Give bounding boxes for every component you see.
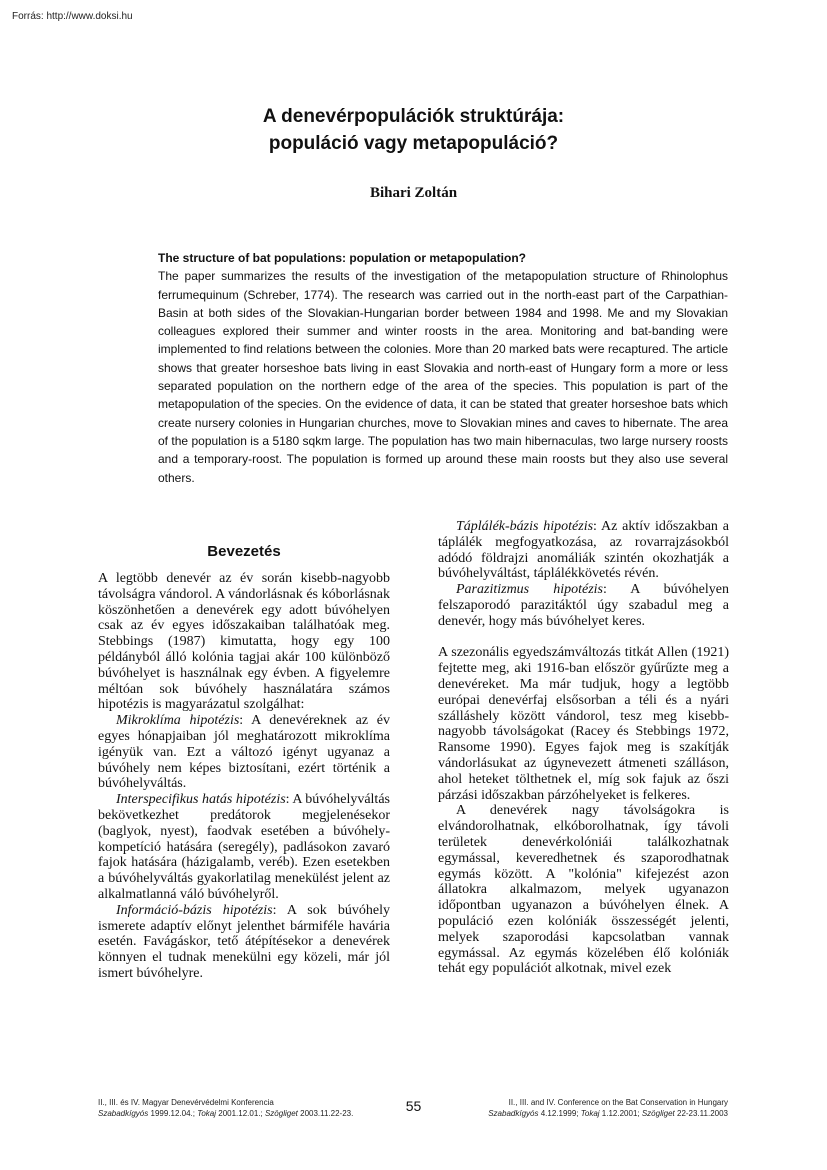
hypothesis-label: Mikroklíma hipotézis <box>116 713 240 729</box>
seasonal-paragraph: A szezonális egyedszámváltozás titkát Allen (1921) fejtette meg, aki 1916-ban először gyűrűzte meg a denevéreket. Ma már tudjuk, hogy a legtöbb európai denevérfaj elsősorban a téli és a nyári szálláshely között vándorol, tesz meg kisebb-nagyobb távolságokat (Racey és Stebbings 1972, Ransome 1990). Egyes fajok meg is szakítják vándorlásukat az úgynevezett átmeneti szálláson, ahol heteket tölthetnek el, míg sok fajuk az őszi párzási időszakban párzóhelyeket is felkeres. <box>438 645 729 803</box>
author: Bihari Zoltán <box>369 185 458 201</box>
page-number: 55 <box>405 1098 422 1114</box>
hypothesis-label: Táplálék-bázis hipotézis <box>456 519 594 534</box>
place: Tokaj <box>580 1109 600 1118</box>
date: 4.12.1999; <box>538 1109 581 1118</box>
hypothesis-label: Információ-bázis hipotézis <box>116 902 273 918</box>
footer-right-line1: II., III. and IV. Conference on the Bat Conservation in Hungary <box>508 1098 728 1107</box>
paper-title <box>0 103 827 157</box>
place: Szabadkígyós <box>98 1109 149 1118</box>
title-line-1: A denevérpopulációk struktúrája: <box>262 106 565 127</box>
date: 22-23.11.2003 <box>674 1109 728 1118</box>
right-column <box>438 519 729 977</box>
hypothesis-text: : A búvóhelyen felszaporodó parazitáktól úgy szabadul meg a denevér, hogy más búvóhelyet keres. <box>438 582 729 629</box>
intro-paragraph: A legtöbb denevér az év során kisebb-nagyobb távolságra vándorol. A vándorlásnak és kóborlásnak köszönhetően a denevérek egy adott búvóhelyen csak az év egyes időszakaiban találhatóak meg. Stebbings (1987) kimutatta, hogy egy 100 példányból álló kolónia tagjai akár 100 különböző búvóhelyet is használnak egy évben. A figyelemre méltóan sok búvóhely használatára számos hipotézis is magyarázatul szolgálhat: <box>98 571 390 713</box>
hypothesis-information <box>98 903 390 982</box>
hypothesis-text: : A sok búvóhely ismerete adaptív előnyt jelenthet bármiféle havária esetén. Favágáskor, tető átépítésekor a denevérek könnyen el tudnak menekülni egy közeli, már jól ismert búvóhelyre. <box>98 902 390 981</box>
abstract <box>158 249 728 487</box>
hypothesis-label: Interspecifikus hatás hipotézis <box>116 792 286 808</box>
footer-left-line1: II., III. és IV. Magyar Denevérvédelmi Konferencia <box>98 1098 274 1107</box>
date: 1999.12.04.; <box>148 1109 198 1118</box>
date: 1.12.2001; <box>599 1109 642 1118</box>
section-heading: Bevezetés <box>207 543 281 560</box>
migration-paragraph: A denevérek nagy távolságokra is elvándorolhatnak, elkóborolhatnak, így távoli területek denevérkolóniái találkozhatnak egymással, keveredhetnek és szaporodhatnak egymás között. A "kolónia" kifejezést azon állatokra alkalmazom, melyek ugyanazon időpontban ugyanazon a búvóhelyen élnek. A populáció ezen kolóniák összességét jelenti, melyek szaporodási kapcsolatban vannak egymással. Az egymás közelében élő kolóniák tehát egy populációt alkotnak, mivel ezek <box>438 803 729 977</box>
place: Tokaj <box>197 1109 217 1118</box>
hypothesis-parasitism <box>438 582 729 629</box>
footer-right-line2 <box>488 1108 728 1119</box>
hypothesis-text: : A denevéreknek az év egyes hónapjaiban jól meghatározott mikroklíma igényük van. Ezt a változó igényt ugyanaz a búvóhely nem képes biztosítani, ezért történik a búvóhelyváltás. <box>98 713 390 792</box>
place: Szögliget <box>264 1109 298 1118</box>
abstract-title: The structure of bat populations: population or metapopulation? <box>158 251 526 265</box>
left-column <box>98 571 390 982</box>
footer-right <box>488 1097 728 1119</box>
abstract-text: The paper summarizes the results of the investigation of the metapopulation structure of Rhinolophus ferrumequinum (Schreber, 1774). The research was carried out in the north-east part of the Carpathian-Basin at both sides of the Slovakian-Hungarian border between 1984 and 1998. Me and my Slovakian colleagues explored their summer and winter roosts in the area. Monitoring and bat-banding were implemented to find relations between the colonies. More than 20 marked bats were recaptured. The article shows that greater horseshoe bats living in east Slovakia and north-east of Hungary form a more or less separated population on the northern edge of the area of the species. This population is part of the metapopulation of the species. On the evidence of data, it can be stated that greater horseshoe bats which create nursery colonies in Hungarian churches, move to Slovakian mines and caves to hibernate. The area of the population is a 5180 sqkm large. The population has two main hibernaculas, two large nursery roosts and a temporary-roost. The population is formed up around these main roosts but they also use several others. <box>158 269 728 485</box>
hypothesis-label: Parazitizmus hipotézis <box>456 582 604 598</box>
hypothesis-interspecific <box>98 792 390 903</box>
place: Szabadkígyós <box>488 1109 539 1118</box>
hypothesis-food <box>438 519 729 582</box>
hypothesis-text: : Az aktív időszakban a táplálék megfogyatkozása, az rovarrajzásokból adódó földrajzi anomáliák szintén okozhatják a búvóhelyváltást, táplálékkövetés révén. <box>438 519 729 582</box>
date: 2001.12.01.; <box>216 1109 265 1118</box>
date: 2003.11.22-23. <box>297 1109 354 1118</box>
hypothesis-microclimate <box>98 713 390 792</box>
title-line-2: populáció vagy metapopuláció? <box>268 133 559 154</box>
hypothesis-text: : A búvóhelyváltás bekövetkezhet predátorok megjelenésekor (baglyok, nyest), faodvak esetében a búvóhely-kompetíció hatására (seregély), padlásokon zavaró fajok hatására (házigalamb, veréb). Ezen esetekben a búvóhelyváltás gyakorlatilag menekülést jelent az alkalmatlanná váló búvóhelyről. <box>98 792 390 902</box>
place: Szögliget <box>641 1109 675 1118</box>
source-line: Forrás: http://www.doksi.hu <box>12 11 133 22</box>
